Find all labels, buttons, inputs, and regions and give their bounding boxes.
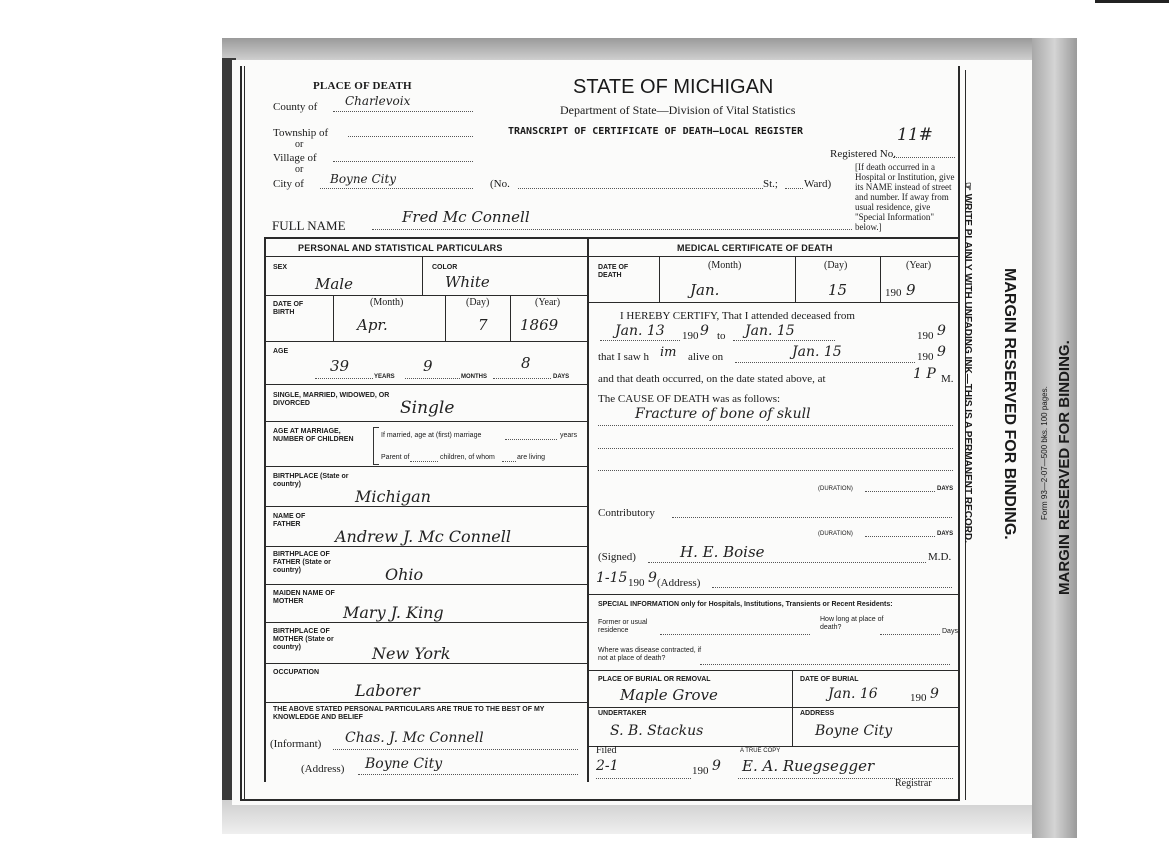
- special-info-label: SPECIAL INFORMATION only for Hospitals, Institutions, Transients or Recent Residents:: [598, 601, 893, 608]
- row-line-11: [265, 702, 587, 703]
- age-months-label: MONTHS: [461, 374, 487, 380]
- township-line: [348, 136, 473, 137]
- cause-label: The CAUSE OF DEATH was as follows:: [598, 393, 781, 405]
- burial-date-value: Jan. 16: [828, 686, 878, 702]
- occupation-label: OCCUPATION: [273, 669, 320, 676]
- attend-to-year: 9: [937, 323, 946, 339]
- dod-year-prefix: 190: [885, 287, 902, 299]
- dod-year-label: (Year): [906, 260, 932, 271]
- street-line: [518, 188, 763, 189]
- scan-top-shadow: [222, 38, 1077, 60]
- marriage-label: AGE AT MARRIAGE, NUMBER OF CHILDREN: [273, 428, 354, 443]
- color-value: White: [445, 273, 490, 291]
- registered-no-line: [893, 157, 955, 158]
- marriage-bracket: [373, 427, 379, 465]
- write-plainly-note: ☞ WRITE PLAINLY WITH UNFADING INK—THIS IS A PERMANENT RECORD.: [962, 182, 973, 544]
- heading-underline-right: [588, 256, 958, 257]
- cause-line-3: [598, 470, 953, 471]
- sign-address-label: (Address): [657, 577, 701, 589]
- marital-value: Single: [400, 398, 455, 418]
- contributory-label: Contributory: [598, 507, 655, 519]
- registrar-signature: E. A. Ruegsegger: [742, 757, 875, 775]
- row-line-4: [265, 421, 587, 422]
- attend-from-value: Jan. 13: [615, 323, 665, 339]
- full-name-line: [372, 229, 852, 230]
- duration-line-2: [865, 536, 935, 537]
- med-row-line-1: [588, 302, 958, 303]
- contributory-line: [672, 517, 952, 518]
- filed-label: Filed: [596, 745, 617, 756]
- county-line: [333, 111, 473, 112]
- personal-heading: PERSONAL AND STATISTICAL PARTICULARS: [298, 243, 503, 253]
- med-row-line-4: [588, 707, 958, 708]
- certify-text: I HEREBY CERTIFY, That I attended deceased from: [620, 310, 855, 322]
- informant-label: (Informant): [270, 738, 322, 750]
- age-days-value: 8: [521, 354, 531, 372]
- burial-year-prefix: 190: [910, 692, 927, 704]
- marriage-line2a: Parent of: [381, 454, 410, 461]
- days-label-2: DAYS: [937, 531, 954, 537]
- age-years-value: 39: [330, 357, 350, 375]
- dob-month-value: Apr.: [357, 316, 388, 334]
- hospital-note: [If death occurred in a Hospital or Institution, give its NAME instead of street and number. If away from usual residence, give "Special Information" below.]: [855, 162, 955, 232]
- undertaker-value: S. B. Stackus: [610, 723, 704, 739]
- cause-line-2: [598, 448, 953, 449]
- father-birthplace-label: BIRTHPLACE OF FATHER (State or country): [273, 551, 331, 574]
- attend-from-line: [600, 340, 680, 341]
- margin-reserved-1: MARGIN RESERVED FOR BINDING.: [1001, 268, 1018, 540]
- informant-value: Chas. J. Mc Connell: [345, 730, 484, 746]
- filed-line: [596, 778, 691, 779]
- marriage-line1: If married, age at (first) marriage: [381, 432, 482, 439]
- signed-label: (Signed): [598, 551, 636, 563]
- sign-date-value: 1-15: [596, 570, 628, 586]
- dod-year-value: 9: [906, 281, 916, 299]
- time-value: 1 P: [913, 366, 936, 382]
- burial-place-label: PLACE OF BURIAL OR REMOVAL: [598, 676, 711, 683]
- heading-underline-left: [265, 256, 587, 257]
- dod-divider-3: [880, 257, 881, 302]
- sex-value: Male: [315, 275, 353, 293]
- marriage-parent-line: [410, 461, 438, 462]
- saw-alive-prefix: 190: [917, 351, 934, 363]
- mother-birthplace-label: BIRTHPLACE OF MOTHER (State or country): [273, 628, 334, 651]
- row-line-1: [265, 295, 587, 296]
- place-of-death-label: PLACE OF DEATH: [313, 80, 412, 92]
- full-name-label: FULL NAME: [272, 218, 346, 233]
- margin-reserved-2: MARGIN RESERVED FOR BINDING.: [1056, 340, 1073, 595]
- saw-alive-year: 9: [937, 344, 946, 360]
- row-line-10: [265, 663, 587, 664]
- informant-address-value: Boyne City: [365, 756, 443, 772]
- birthplace-value: Michigan: [355, 487, 431, 506]
- med-row-line-3: [588, 670, 958, 671]
- marriage-age-line: [505, 439, 557, 440]
- age-months-value: 9: [423, 357, 433, 375]
- sex-label: SEX: [273, 264, 288, 271]
- form-left-border: [240, 66, 242, 800]
- row-line-8: [265, 584, 587, 585]
- sign-address-line: [712, 587, 952, 588]
- signed-line: [648, 562, 926, 563]
- how-long-line: [880, 634, 940, 635]
- father-birthplace-value: Ohio: [385, 565, 424, 584]
- or-label-2: or: [295, 164, 304, 175]
- row-line-2: [265, 341, 587, 342]
- duration-label-1: (DURATION): [818, 486, 853, 492]
- duration-line-1: [865, 491, 935, 492]
- color-label: COLOR: [432, 264, 458, 271]
- former-residence-line: [660, 634, 810, 635]
- registered-no-value: 11#: [897, 125, 933, 145]
- father-value: Andrew J. Mc Connell: [335, 527, 511, 546]
- row-line-7: [265, 546, 587, 547]
- full-name-value: Fred Mc Connell: [402, 208, 530, 226]
- signed-value: H. E. Boise: [680, 543, 765, 561]
- dod-divider-1: [659, 257, 660, 302]
- city-line: [320, 188, 473, 189]
- or-label-1: or: [295, 139, 304, 150]
- transcript-title: TRANSCRIPT OF CERTIFICATE OF DEATH—LOCAL REGISTER: [508, 126, 804, 137]
- marital-label: SINGLE, MARRIED, WIDOWED, OR DIVORCED: [273, 392, 390, 407]
- form-number: Form 93—2-07—500 bks. 100 pages.: [1040, 386, 1049, 520]
- burial-year-value: 9: [930, 686, 939, 702]
- village-line: [333, 161, 473, 162]
- grid-top-line: [265, 237, 958, 239]
- age-years-label: YEARS: [374, 374, 395, 380]
- attend-to-prefix: 190: [917, 330, 934, 342]
- date-of-death-label: DATE OF DEATH: [598, 264, 629, 279]
- marriage-line2c: are living: [517, 454, 546, 461]
- age-days-line: [493, 378, 551, 379]
- row-line-5: [265, 466, 587, 467]
- row-line-6: [265, 506, 587, 507]
- county-value: Charlevoix: [345, 94, 411, 108]
- mother-name-label: MAIDEN NAME OF MOTHER: [273, 590, 335, 605]
- dob-year-value: 1869: [520, 316, 559, 334]
- filed-value: 2-1: [596, 758, 619, 774]
- informant-address-line: [358, 774, 578, 775]
- m-label: M.: [941, 373, 954, 385]
- scan-top-right-bar: [1095, 0, 1169, 3]
- undertaker-label: UNDERTAKER: [598, 710, 647, 717]
- dod-month-value: Jan.: [690, 281, 720, 299]
- dob-day-value: 7: [478, 316, 488, 334]
- undertaker-address-value: Boyne City: [815, 723, 893, 739]
- city-label: City of: [273, 178, 304, 190]
- dod-day-value: 15: [828, 281, 848, 299]
- county-label: County of: [273, 101, 318, 113]
- attend-to-line: [733, 340, 835, 341]
- cause-line-1: [598, 425, 953, 426]
- days-label-1: DAYS: [937, 486, 954, 492]
- age-days-label: DAYS: [553, 374, 570, 380]
- saw-alive-date: Jan. 15: [792, 344, 842, 360]
- mother-birthplace-value: New York: [372, 644, 451, 663]
- age-label: AGE: [273, 348, 289, 355]
- sign-year-prefix: 190: [628, 577, 645, 589]
- medical-heading: MEDICAL CERTIFICATE OF DEATH: [677, 243, 833, 253]
- to-label: to: [717, 330, 726, 342]
- registered-no-label: Registered No.: [830, 148, 896, 160]
- row-line-9: [265, 622, 587, 623]
- grid-left-line: [264, 237, 266, 782]
- birthplace-label: BIRTHPLACE (State or country): [273, 473, 349, 488]
- burial-date-label: DATE OF BURIAL: [800, 676, 859, 683]
- contracted-line: [700, 664, 950, 665]
- row-line-3: [265, 384, 587, 385]
- ward-line: [785, 188, 803, 189]
- dod-day-label: (Day): [824, 260, 848, 271]
- marriage-living-line: [502, 461, 516, 462]
- grid-center-line: [587, 237, 589, 782]
- form-left-border-inner: [244, 66, 245, 800]
- dob-divider-2: [445, 296, 446, 341]
- street-st-label: St.;: [763, 178, 778, 190]
- duration-label-2: (DURATION): [818, 531, 853, 537]
- saw-alive-text-a: that I saw h: [598, 351, 650, 363]
- how-long-days-label: Days: [942, 628, 958, 635]
- dob-month-label: (Month): [370, 297, 404, 308]
- filed-year-value: 9: [712, 758, 721, 774]
- department-title: Department of State—Division of Vital Statistics: [560, 103, 796, 117]
- undertaker-address-label: ADDRESS: [800, 710, 835, 717]
- dob-label: DATE OF BIRTH: [273, 301, 304, 316]
- village-label: Village of: [273, 152, 317, 164]
- informant-address-label: (Address): [301, 763, 345, 775]
- scan-bottom-shadow: [222, 800, 1077, 834]
- dod-divider-2: [795, 257, 796, 302]
- age-years-line: [315, 378, 373, 379]
- dob-year-label: (Year): [535, 297, 561, 308]
- marriage-line2b: children, of whom: [440, 454, 495, 461]
- informant-line: [333, 749, 578, 750]
- dob-divider-3: [510, 296, 511, 341]
- med-row-line-2: [588, 594, 958, 595]
- registrar-label: Registrar: [895, 778, 932, 789]
- sex-color-divider: [422, 257, 423, 295]
- cause-value: Fracture of bone of skull: [635, 406, 811, 422]
- occurred-text: and that death occurred, on the date stated above, at: [598, 373, 826, 385]
- burial-divider: [792, 671, 793, 746]
- attend-to-value: Jan. 15: [745, 323, 795, 339]
- mother-name-value: Mary J. King: [343, 603, 444, 622]
- burial-place-value: Maple Grove: [620, 686, 718, 704]
- attend-from-prefix: 190: [682, 330, 699, 342]
- occupation-value: Laborer: [355, 681, 420, 700]
- marriage-years-label: years: [560, 432, 578, 439]
- dod-month-label: (Month): [708, 260, 742, 271]
- md-label: M.D.: [928, 551, 952, 563]
- true-copy-label: A TRUE COPY: [740, 748, 781, 754]
- attest-text: THE ABOVE STATED PERSONAL PARTICULARS ARE TRUE TO THE BEST OF MY KNOWLEDGE AND BELIEF: [273, 706, 545, 721]
- sign-year-value: 9: [648, 570, 657, 586]
- street-no-label: (No.: [490, 178, 510, 190]
- township-label: Township of: [273, 127, 329, 139]
- contracted-label: Where was disease contracted, if not at place of death?: [598, 647, 702, 662]
- dob-divider-1: [333, 296, 334, 341]
- father-label: NAME OF FATHER: [273, 513, 306, 528]
- dob-day-label: (Day): [466, 297, 490, 308]
- saw-alive-line: [735, 362, 915, 363]
- filed-year-prefix: 190: [692, 765, 709, 777]
- former-residence-label: Former or usual residence: [598, 619, 648, 634]
- city-value: Boyne City: [330, 172, 397, 186]
- attend-from-year: 9: [700, 323, 709, 339]
- saw-alive-him: im: [660, 345, 677, 360]
- saw-alive-text-b: alive on: [688, 351, 724, 363]
- form-right-border: [958, 66, 960, 800]
- ward-label: Ward): [804, 178, 832, 190]
- how-long-label: How long at place of death?: [820, 616, 884, 631]
- age-months-line: [405, 378, 460, 379]
- state-title: STATE OF MICHIGAN: [573, 76, 774, 98]
- form-bottom-border: [240, 799, 960, 801]
